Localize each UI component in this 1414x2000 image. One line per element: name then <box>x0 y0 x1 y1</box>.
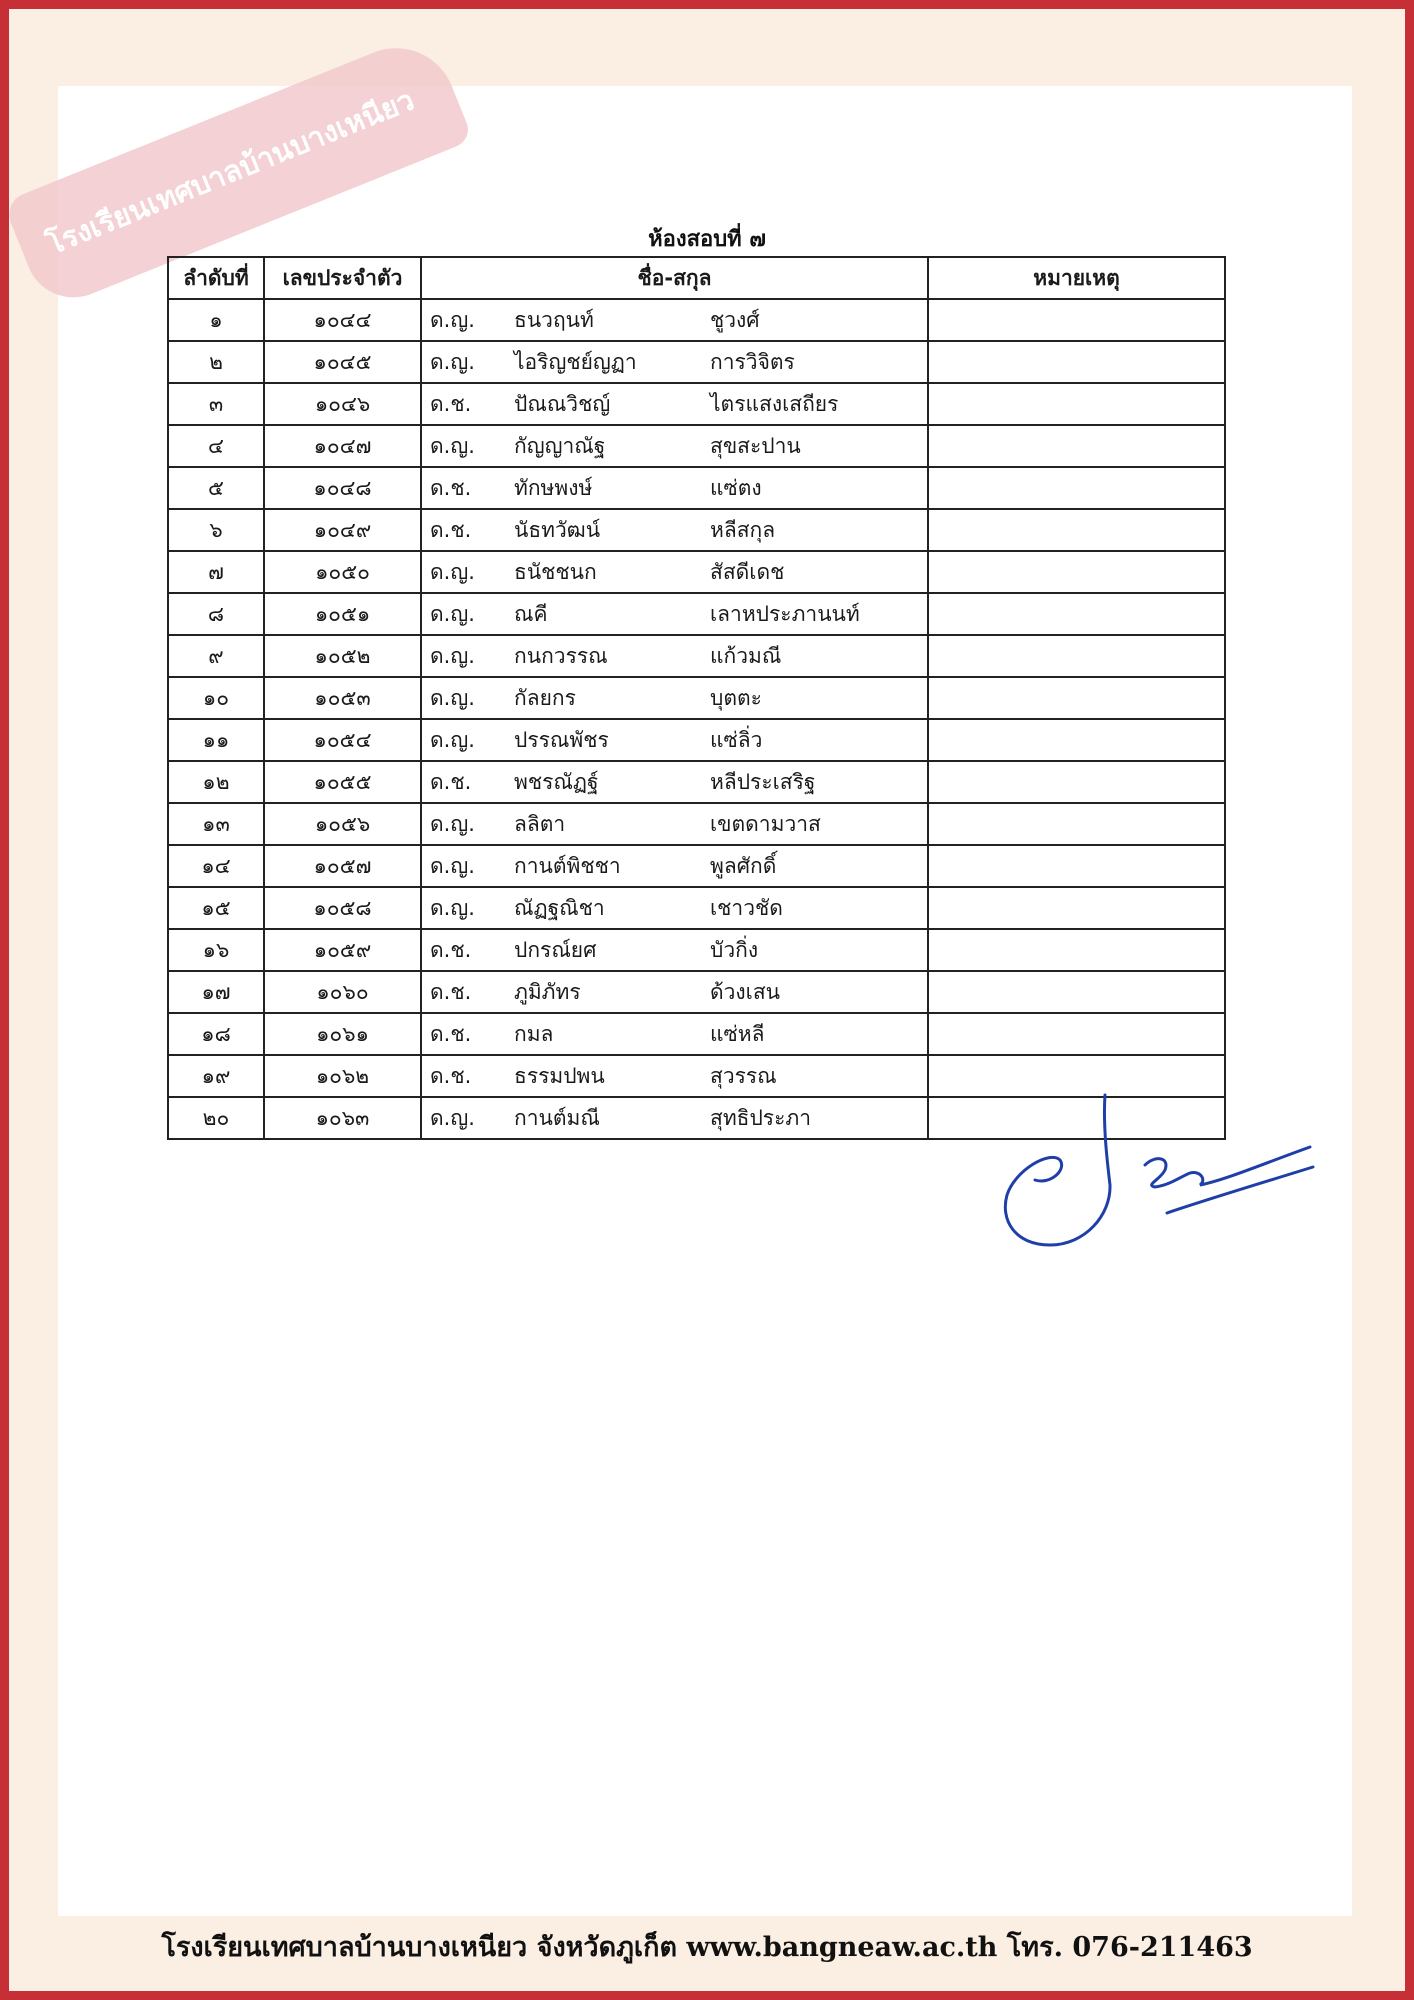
student-name <box>421 887 928 929</box>
name-prefix: ด.ญ. <box>430 853 475 878</box>
last-name: เขตดามวาส <box>710 811 821 836</box>
first-name: ปกรณ์ยศ <box>514 937 597 962</box>
name-prefix: ด.ช. <box>430 979 472 1004</box>
student-id: ๑๐๕๗ <box>264 845 421 887</box>
table-row <box>168 887 1225 929</box>
table-row <box>168 1013 1225 1055</box>
order-number: ๓ <box>168 383 264 425</box>
student-id: ๑๐๕๔ <box>264 719 421 761</box>
order-number: ๑๓ <box>168 803 264 845</box>
student-name <box>421 1055 928 1097</box>
last-name: บุตตะ <box>710 685 762 710</box>
table-row <box>168 719 1225 761</box>
order-number: ๘ <box>168 593 264 635</box>
table-header-row <box>168 257 1225 299</box>
student-name <box>421 383 928 425</box>
name-prefix: ด.ญ. <box>430 1105 475 1130</box>
name-prefix: ด.ช. <box>430 1021 472 1046</box>
name-prefix: ด.ญ. <box>430 643 475 668</box>
first-name: กานต์พิชชา <box>514 853 621 878</box>
last-name: สัสดีเดช <box>710 559 785 584</box>
student-id: ๑๐๕๒ <box>264 635 421 677</box>
table-body <box>168 299 1225 1139</box>
first-name: ไอริญชย์ญฏา <box>514 349 637 374</box>
first-name: ปรรณพัชร <box>514 727 609 752</box>
name-prefix: ด.ญ. <box>430 811 475 836</box>
student-id: ๑๐๔๗ <box>264 425 421 467</box>
last-name: เชาวชัด <box>710 895 783 920</box>
name-prefix: ด.ญ. <box>430 349 475 374</box>
school-footer: โรงเรียนเทศบาลบ้านบางเหนียว จังหวัดภูเก็ต www.bangneaw.ac.th โทร. 076-211463 <box>161 1932 1253 1963</box>
name-prefix: ด.ญ. <box>430 601 475 626</box>
remarks <box>928 803 1225 845</box>
student-name <box>421 719 928 761</box>
watermark-text: โรงเรียนเทศบาลบ้านบางเหนียว <box>41 82 419 262</box>
remarks <box>928 341 1225 383</box>
student-id: ๑๐๔๕ <box>264 341 421 383</box>
order-number: ๑๕ <box>168 887 264 929</box>
remarks <box>928 761 1225 803</box>
student-name <box>421 425 928 467</box>
remarks <box>928 383 1225 425</box>
table-row <box>168 971 1225 1013</box>
student-id: ๑๐๖๓ <box>264 1097 421 1139</box>
student-name <box>421 803 928 845</box>
last-name: พูลศักดิ์ <box>710 853 777 878</box>
student-id: ๑๐๕๑ <box>264 593 421 635</box>
last-name: แซ่หลี <box>710 1021 765 1046</box>
remarks <box>928 425 1225 467</box>
order-number: ๑๔ <box>168 845 264 887</box>
name-prefix: ด.ช. <box>430 475 472 500</box>
remarks <box>928 467 1225 509</box>
student-id: ๑๐๔๖ <box>264 383 421 425</box>
page-title: ห้องสอบที่ ๗ <box>648 227 766 252</box>
student-name <box>421 677 928 719</box>
last-name: แซ่ลิ่ว <box>710 727 763 752</box>
student-name <box>421 1097 928 1139</box>
remarks <box>928 509 1225 551</box>
order-number: ๙ <box>168 635 264 677</box>
name-prefix: ด.ญ. <box>430 727 475 752</box>
handwritten-signature <box>995 1085 1315 1260</box>
first-name: ทักษพงษ์ <box>514 475 593 500</box>
last-name: แก้วมณี <box>710 643 782 668</box>
header-full-name: ชื่อ-สกุล <box>421 257 928 299</box>
first-name: กัญญาณัฐ <box>514 433 606 458</box>
last-name: ชูวงศ์ <box>710 307 760 332</box>
remarks <box>928 677 1225 719</box>
first-name: ณัฏฐณิชา <box>514 895 605 920</box>
student-name <box>421 1013 928 1055</box>
student-id: ๑๐๔๘ <box>264 467 421 509</box>
remarks <box>928 551 1225 593</box>
last-name: สุขสะปาน <box>710 433 801 458</box>
first-name: ปัณณวิชญ์ <box>514 391 611 416</box>
student-id: ๑๐๖๐ <box>264 971 421 1013</box>
remarks <box>928 299 1225 341</box>
student-id: ๑๐๕๖ <box>264 803 421 845</box>
first-name: ภูมิภัทร <box>514 979 581 1004</box>
table-row <box>168 383 1225 425</box>
order-number: ๒๐ <box>168 1097 264 1139</box>
first-name: ธนัชชนก <box>514 559 597 584</box>
last-name: หลีสกุล <box>710 517 776 542</box>
name-prefix: ด.ญ. <box>430 559 475 584</box>
order-number: ๑ <box>168 299 264 341</box>
student-id: ๑๐๔๙ <box>264 509 421 551</box>
remarks <box>928 635 1225 677</box>
table-row <box>168 341 1225 383</box>
student-id: ๑๐๖๒ <box>264 1055 421 1097</box>
table-row <box>168 803 1225 845</box>
remarks <box>928 593 1225 635</box>
last-name: ด้วงเสน <box>710 979 781 1004</box>
name-prefix: ด.ช. <box>430 517 472 542</box>
remarks <box>928 719 1225 761</box>
name-prefix: ด.ญ. <box>430 433 475 458</box>
table-row <box>168 593 1225 635</box>
table-row <box>168 677 1225 719</box>
table-row <box>168 845 1225 887</box>
order-number: ๑๘ <box>168 1013 264 1055</box>
student-id: ๑๐๕๘ <box>264 887 421 929</box>
table-row <box>168 635 1225 677</box>
first-name: ณคี <box>514 601 548 626</box>
student-name <box>421 845 928 887</box>
student-id: ๑๐๖๑ <box>264 1013 421 1055</box>
order-number: ๑๖ <box>168 929 264 971</box>
table-row <box>168 299 1225 341</box>
first-name: กานต์มณี <box>514 1105 600 1130</box>
header-remarks: หมายเหตุ <box>928 257 1225 299</box>
name-prefix: ด.ช. <box>430 1063 472 1088</box>
table-row <box>168 761 1225 803</box>
name-prefix: ด.ญ. <box>430 685 475 710</box>
order-number: ๑๒ <box>168 761 264 803</box>
name-prefix: ด.ช. <box>430 769 472 794</box>
header-order: ลำดับที่ <box>168 257 264 299</box>
first-name: ธรรมปพน <box>514 1063 605 1088</box>
first-name: นัธทวัฒน์ <box>514 517 601 542</box>
student-name <box>421 593 928 635</box>
student-id: ๑๐๕๐ <box>264 551 421 593</box>
last-name: หลีประเสริฐ <box>710 769 816 794</box>
remarks <box>928 1013 1225 1055</box>
student-name <box>421 341 928 383</box>
student-name <box>421 929 928 971</box>
remarks <box>928 887 1225 929</box>
last-name: สุทธิประภา <box>710 1105 812 1130</box>
last-name: ไตรแสงเสถียร <box>710 391 839 416</box>
student-id: ๑๐๕๙ <box>264 929 421 971</box>
student-name <box>421 299 928 341</box>
last-name: การวิจิตร <box>710 349 795 374</box>
student-id: ๑๐๔๔ <box>264 299 421 341</box>
order-number: ๗ <box>168 551 264 593</box>
order-number: ๔ <box>168 425 264 467</box>
table-row <box>168 551 1225 593</box>
order-number: ๖ <box>168 509 264 551</box>
remarks <box>928 929 1225 971</box>
student-roster-table <box>167 256 1226 1140</box>
table-row <box>168 467 1225 509</box>
first-name: ลลิตา <box>514 811 566 836</box>
student-name <box>421 635 928 677</box>
remarks <box>928 971 1225 1013</box>
name-prefix: ด.ญ. <box>430 307 475 332</box>
order-number: ๕ <box>168 467 264 509</box>
last-name: สุวรรณ <box>710 1063 777 1088</box>
header-student-id: เลขประจำตัว <box>264 257 421 299</box>
first-name: ธนวฤนท์ <box>514 307 594 332</box>
student-name <box>421 551 928 593</box>
order-number: ๑๗ <box>168 971 264 1013</box>
first-name: กมล <box>514 1021 554 1046</box>
student-name <box>421 467 928 509</box>
table-row <box>168 929 1225 971</box>
order-number: ๑๐ <box>168 677 264 719</box>
table-row <box>168 425 1225 467</box>
remarks <box>928 845 1225 887</box>
first-name: พชรณัฏฐ์ <box>514 769 599 794</box>
name-prefix: ด.ช. <box>430 937 472 962</box>
table-row <box>168 509 1225 551</box>
first-name: กนกวรรณ <box>514 643 608 668</box>
last-name: แซ่ตง <box>710 475 762 500</box>
name-prefix: ด.ญ. <box>430 895 475 920</box>
student-id: ๑๐๕๓ <box>264 677 421 719</box>
order-number: ๒ <box>168 341 264 383</box>
student-name <box>421 971 928 1013</box>
name-prefix: ด.ช. <box>430 391 472 416</box>
student-id: ๑๐๕๕ <box>264 761 421 803</box>
last-name: บัวกิ่ง <box>710 937 759 962</box>
first-name: กัลยกร <box>514 685 576 710</box>
last-name: เลาหประภานนท์ <box>710 601 860 626</box>
order-number: ๑๙ <box>168 1055 264 1097</box>
order-number: ๑๑ <box>168 719 264 761</box>
student-name <box>421 509 928 551</box>
student-name <box>421 761 928 803</box>
